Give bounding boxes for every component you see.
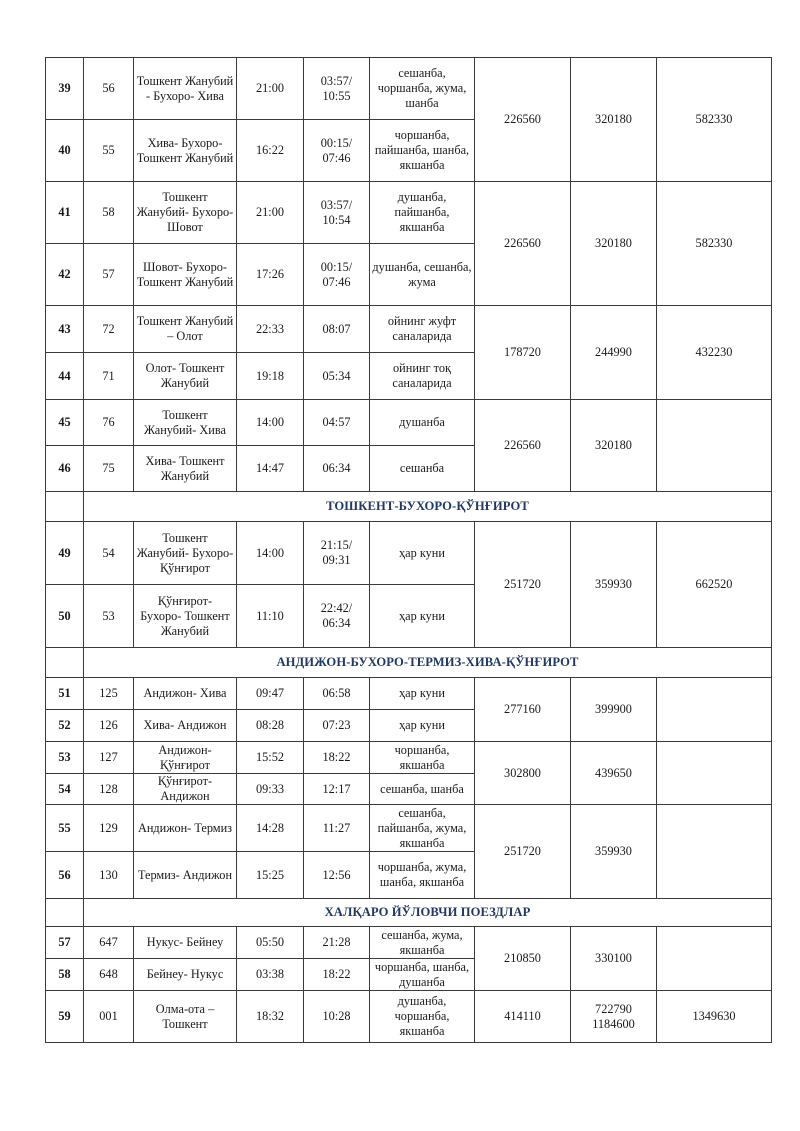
train-number: 001 <box>84 991 134 1043</box>
days-of-week: ойнинг тоқ саналарида <box>370 353 475 400</box>
table-row <box>46 306 772 353</box>
route: Термиз- Андижон <box>134 852 237 899</box>
price-class-2: 399900 <box>571 678 657 742</box>
train-number: 54 <box>84 522 134 585</box>
arrival-time: 06:34 <box>304 446 370 492</box>
days-of-week: чоршанба, якшанба <box>370 742 475 774</box>
days-of-week: ҳар куни <box>370 710 475 742</box>
train-number: 55 <box>84 120 134 182</box>
train-number: 58 <box>84 182 134 244</box>
days-of-week: сешанба, пайшанба, жума, якшанба <box>370 805 475 852</box>
price-class-1: 226560 <box>475 58 571 182</box>
train-number: 128 <box>84 774 134 805</box>
route: Қўнғирот- Бухоро- Тошкент Жанубий <box>134 585 237 648</box>
days-of-week: сешанба, чоршанба, жума, шанба <box>370 58 475 120</box>
arrival-time: 18:22 <box>304 742 370 774</box>
price-class-3: 662520 <box>657 522 772 648</box>
departure-time: 15:25 <box>237 852 304 899</box>
section-title: ТОШКЕНТ-БУХОРО-ҚЎНҒИРОТ <box>84 492 772 522</box>
price-class-3 <box>657 678 772 742</box>
route: Андижон- Термиз <box>134 805 237 852</box>
train-number: 647 <box>84 927 134 959</box>
route: Олма-ота – Тошкент <box>134 991 237 1043</box>
price-class-1: 251720 <box>475 805 571 899</box>
train-number: 57 <box>84 244 134 306</box>
days-of-week: чоршанба, шанба, душанба <box>370 959 475 991</box>
table-row <box>46 58 772 120</box>
route: Тошкент Жанубий - Бухоро- Хива <box>134 58 237 120</box>
section-spacer <box>46 492 84 522</box>
departure-time: 08:28 <box>237 710 304 742</box>
row-number: 58 <box>46 959 84 991</box>
arrival-time: 21:15/ 09:31 <box>304 522 370 585</box>
route: Шовот- Бухоро- Тошкент Жанубий <box>134 244 237 306</box>
route: Нукус- Бейнеу <box>134 927 237 959</box>
table-row <box>46 805 772 852</box>
price-class-1: 226560 <box>475 400 571 492</box>
route: Хива- Бухоро- Тошкент Жанубий <box>134 120 237 182</box>
departure-time: 05:50 <box>237 927 304 959</box>
price-class-2 <box>571 991 657 1043</box>
days-of-week: ҳар куни <box>370 522 475 585</box>
table-row <box>46 742 772 774</box>
train-schedule-table <box>45 57 772 1043</box>
section-spacer <box>46 648 84 678</box>
arrival-time: 22:42/ 06:34 <box>304 585 370 648</box>
arrival-time: 04:57 <box>304 400 370 446</box>
section-spacer <box>46 899 84 927</box>
departure-time: 22:33 <box>237 306 304 353</box>
row-number: 51 <box>46 678 84 710</box>
days-of-week: ойнинг жуфт саналарида <box>370 306 475 353</box>
departure-time: 14:00 <box>237 400 304 446</box>
table-row <box>46 522 772 585</box>
section-title: АНДИЖОН-БУХОРО-ТЕРМИЗ-ХИВА-ҚЎНҒИРОТ <box>84 648 772 678</box>
days-of-week: душанба, сешанба, жума <box>370 244 475 306</box>
row-number: 49 <box>46 522 84 585</box>
arrival-time: 06:58 <box>304 678 370 710</box>
section-row <box>46 492 772 522</box>
arrival-time: 12:17 <box>304 774 370 805</box>
price-class-2: 359930 <box>571 522 657 648</box>
departure-time: 14:28 <box>237 805 304 852</box>
price-class-1: 414110 <box>475 991 571 1043</box>
section-title: ХАЛҚАРО ЙЎЛОВЧИ ПОЕЗДЛАР <box>84 899 772 927</box>
arrival-time: 07:23 <box>304 710 370 742</box>
train-number: 130 <box>84 852 134 899</box>
section-row <box>46 899 772 927</box>
days-of-week: ҳар куни <box>370 678 475 710</box>
train-number: 125 <box>84 678 134 710</box>
price-class-2: 320180 <box>571 400 657 492</box>
train-number: 129 <box>84 805 134 852</box>
price-class-3 <box>657 927 772 991</box>
route: Тошкент Жанубий – Олот <box>134 306 237 353</box>
days-of-week: душанба, пайшанба, якшанба <box>370 182 475 244</box>
row-number: 55 <box>46 805 84 852</box>
arrival-time: 21:28 <box>304 927 370 959</box>
train-number: 648 <box>84 959 134 991</box>
row-number: 56 <box>46 852 84 899</box>
table-row <box>46 927 772 959</box>
arrival-time: 00:15/ 07:46 <box>304 244 370 306</box>
arrival-time: 18:22 <box>304 959 370 991</box>
row-number: 54 <box>46 774 84 805</box>
price-class-3: 582330 <box>657 182 772 306</box>
price-class-3: 432230 <box>657 306 772 400</box>
train-number: 72 <box>84 306 134 353</box>
days-of-week: сешанба, шанба <box>370 774 475 805</box>
route: Тошкент Жанубий- Хива <box>134 400 237 446</box>
row-number: 57 <box>46 927 84 959</box>
days-of-week: чоршанба, пайшанба, шанба, якшанба <box>370 120 475 182</box>
train-number: 126 <box>84 710 134 742</box>
days-of-week: душанба <box>370 400 475 446</box>
price-class-1: 251720 <box>475 522 571 648</box>
price-class-3 <box>657 400 772 492</box>
route: Хива- Андижон <box>134 710 237 742</box>
price-class-1: 178720 <box>475 306 571 400</box>
route: Қўнғирот- Андижон <box>134 774 237 805</box>
price-class-2-secondary: 1184600 <box>592 1016 635 1031</box>
price-class-2: 330100 <box>571 927 657 991</box>
table-row <box>46 182 772 244</box>
days-of-week: ҳар куни <box>370 585 475 648</box>
row-number: 40 <box>46 120 84 182</box>
row-number: 44 <box>46 353 84 400</box>
table-row <box>46 400 772 446</box>
arrival-time: 10:28 <box>304 991 370 1043</box>
route: Андижон- Хива <box>134 678 237 710</box>
price-class-2: 320180 <box>571 58 657 182</box>
arrival-time: 08:07 <box>304 306 370 353</box>
price-class-3: 582330 <box>657 58 772 182</box>
price-class-2-primary: 722790 <box>595 1001 632 1016</box>
price-class-3: 1349630 <box>657 991 772 1043</box>
departure-time: 21:00 <box>237 58 304 120</box>
departure-time: 09:47 <box>237 678 304 710</box>
price-class-1: 210850 <box>475 927 571 991</box>
row-number: 59 <box>46 991 84 1043</box>
arrival-time: 12:56 <box>304 852 370 899</box>
table-row <box>46 991 772 1043</box>
arrival-time: 00:15/ 07:46 <box>304 120 370 182</box>
row-number: 43 <box>46 306 84 353</box>
row-number: 50 <box>46 585 84 648</box>
days-of-week: чоршанба, жума, шанба, якшанба <box>370 852 475 899</box>
table-row <box>46 678 772 710</box>
row-number: 41 <box>46 182 84 244</box>
route: Олот- Тошкент Жанубий <box>134 353 237 400</box>
price-class-2: 359930 <box>571 805 657 899</box>
price-class-2: 244990 <box>571 306 657 400</box>
row-number: 52 <box>46 710 84 742</box>
departure-time: 11:10 <box>237 585 304 648</box>
departure-time: 09:33 <box>237 774 304 805</box>
days-of-week: душанба, чоршанба, якшанба <box>370 991 475 1043</box>
departure-time: 18:32 <box>237 991 304 1043</box>
arrival-time: 05:34 <box>304 353 370 400</box>
departure-time: 17:26 <box>237 244 304 306</box>
price-class-1: 277160 <box>475 678 571 742</box>
days-of-week: сешанба <box>370 446 475 492</box>
departure-time: 15:52 <box>237 742 304 774</box>
row-number: 46 <box>46 446 84 492</box>
row-number: 45 <box>46 400 84 446</box>
section-row <box>46 648 772 678</box>
train-number: 71 <box>84 353 134 400</box>
departure-time: 14:00 <box>237 522 304 585</box>
arrival-time: 03:57/ 10:54 <box>304 182 370 244</box>
price-class-3 <box>657 805 772 899</box>
route: Тошкент Жанубий- Бухоро- Шовот <box>134 182 237 244</box>
arrival-time: 11:27 <box>304 805 370 852</box>
price-class-1: 302800 <box>475 742 571 805</box>
route: Андижон- Қўнғирот <box>134 742 237 774</box>
price-class-2: 320180 <box>571 182 657 306</box>
departure-time: 16:22 <box>237 120 304 182</box>
train-number: 53 <box>84 585 134 648</box>
departure-time: 19:18 <box>237 353 304 400</box>
row-number: 53 <box>46 742 84 774</box>
row-number: 42 <box>46 244 84 306</box>
days-of-week: сешанба, жума, якшанба <box>370 927 475 959</box>
price-class-1: 226560 <box>475 182 571 306</box>
train-number: 76 <box>84 400 134 446</box>
departure-time: 03:38 <box>237 959 304 991</box>
departure-time: 21:00 <box>237 182 304 244</box>
train-number: 75 <box>84 446 134 492</box>
route: Бейнеу- Нукус <box>134 959 237 991</box>
arrival-time: 03:57/ 10:55 <box>304 58 370 120</box>
price-class-3 <box>657 742 772 805</box>
departure-time: 14:47 <box>237 446 304 492</box>
train-number: 56 <box>84 58 134 120</box>
price-class-2: 439650 <box>571 742 657 805</box>
route: Тошкент Жанубий- Бухоро- Қўнғирот <box>134 522 237 585</box>
route: Хива- Тошкент Жанубий <box>134 446 237 492</box>
row-number: 39 <box>46 58 84 120</box>
train-number: 127 <box>84 742 134 774</box>
